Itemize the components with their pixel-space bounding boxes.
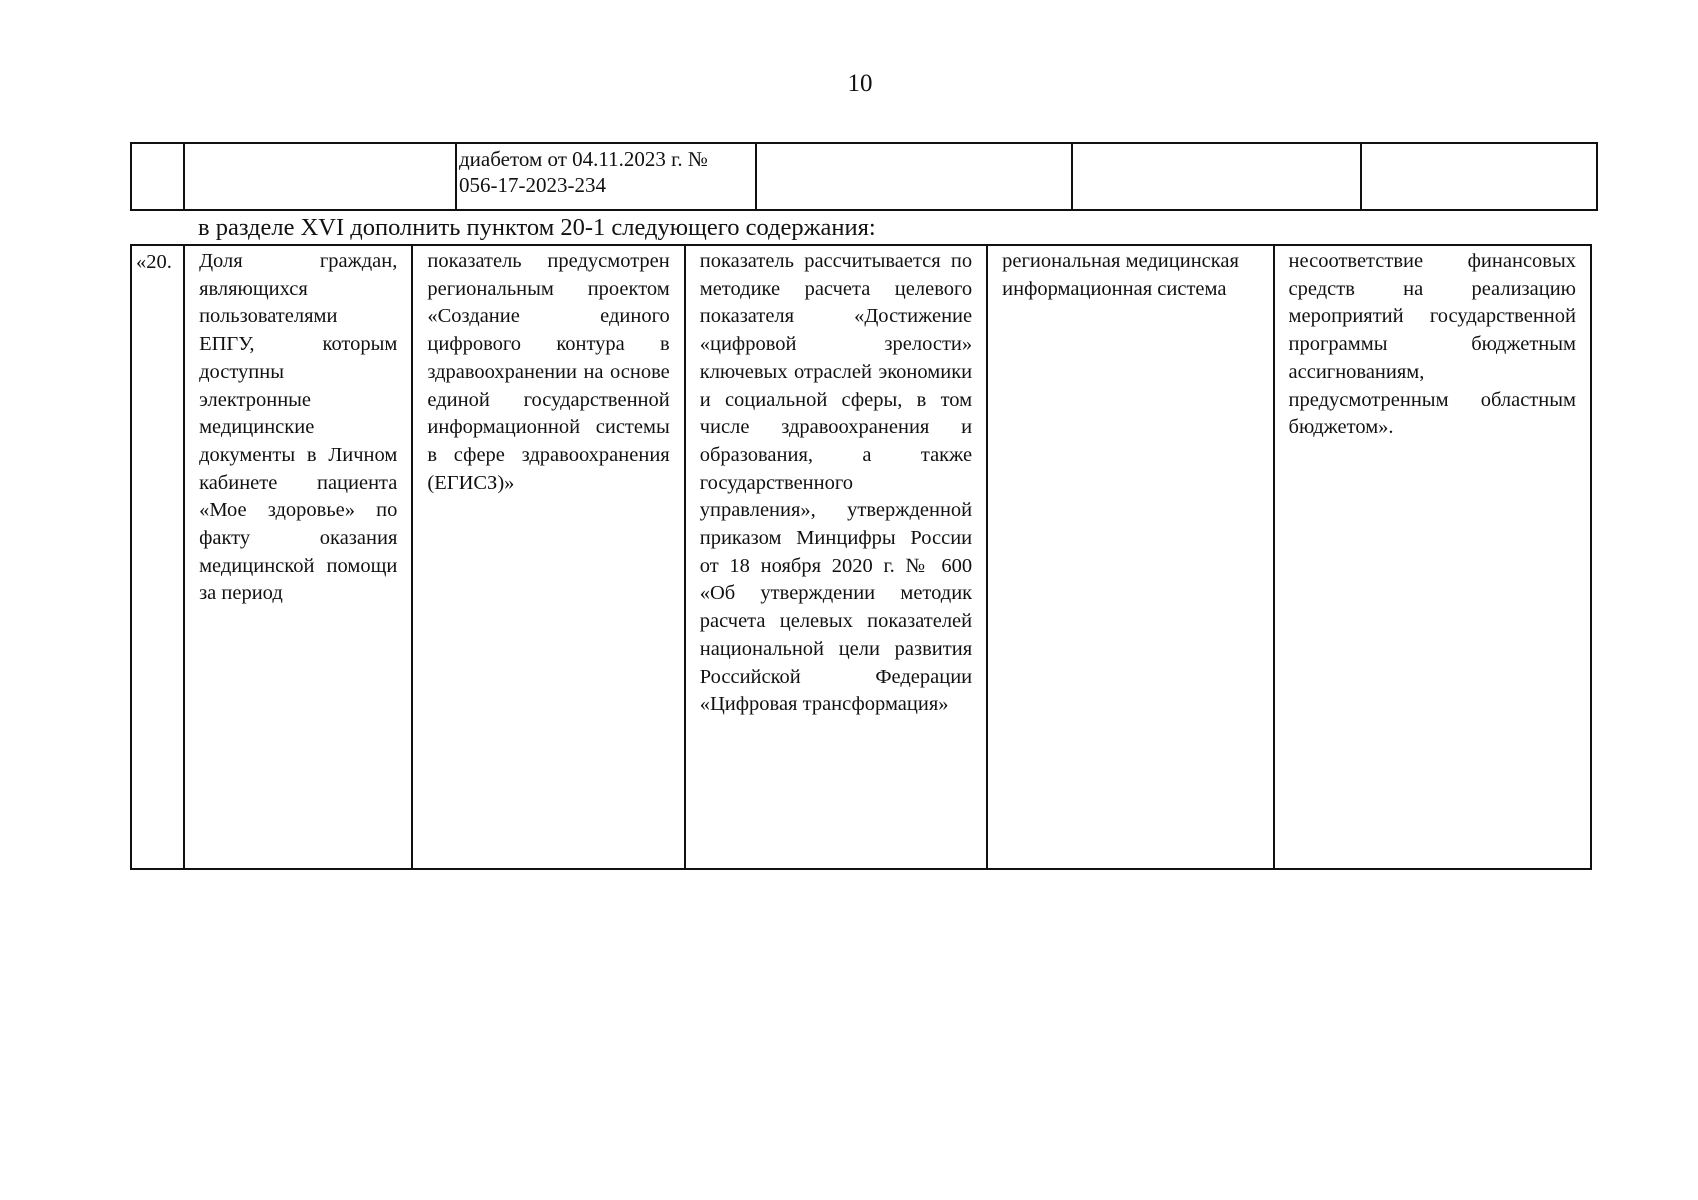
main-table xyxy=(130,244,1592,870)
item-number-cell: «20. xyxy=(131,245,184,869)
table-row xyxy=(131,245,1591,869)
calculation-method-cell: показатель рассчитывается по методике расчета целевого показателя «Достижение «цифровой зрелости» ключевых отраслей экономики и социальной сферы, в том числе здравоохранения и образования, а также государственного управления», утвержденной приказом Минцифры России от 18 ноября 2020 г. № 600 «Об утверждении методик расчета целевых показателей национальной цели развития Российской Федерации «Цифровая трансформация» xyxy=(685,245,987,869)
data-source-cell: региональная медицинская информационная система xyxy=(987,245,1273,869)
top-cell-6 xyxy=(1361,143,1597,210)
risk-cell: несоответствие финансовых средств на реализацию мероприятий государственной программы бюджетным ассигнованиям, предусмотренным областным бюджетом». xyxy=(1274,245,1591,869)
top-cell-5 xyxy=(1072,143,1361,210)
indicator-name-cell: Доля граждан, являющихся пользователями ЕПГУ, которым доступны электронные медицинские документы в Личном кабинете пациента «Мое здоровье» по факту оказания медицинской помощи за период xyxy=(184,245,412,869)
top-cell-4 xyxy=(756,143,1072,210)
top-cell-2 xyxy=(184,143,456,210)
page-number: 10 xyxy=(847,70,873,97)
indicator-basis-cell: показатель предусмотрен региональным проектом «Создание единого цифрового контура в здравоохранении на основе единой государственной информационной системы в сфере здравоохранения (ЕГИСЗ)» xyxy=(412,245,684,869)
amendment-instruction: в разделе XVI дополнить пунктом 20-1 следующего содержания: xyxy=(198,214,876,241)
table-row xyxy=(131,143,1597,210)
top-table-continuation xyxy=(130,142,1598,211)
top-cell-3: диабетом от 04.11.2023 г. № 056-17-2023-234 xyxy=(456,143,756,210)
top-cell-1 xyxy=(131,143,184,210)
